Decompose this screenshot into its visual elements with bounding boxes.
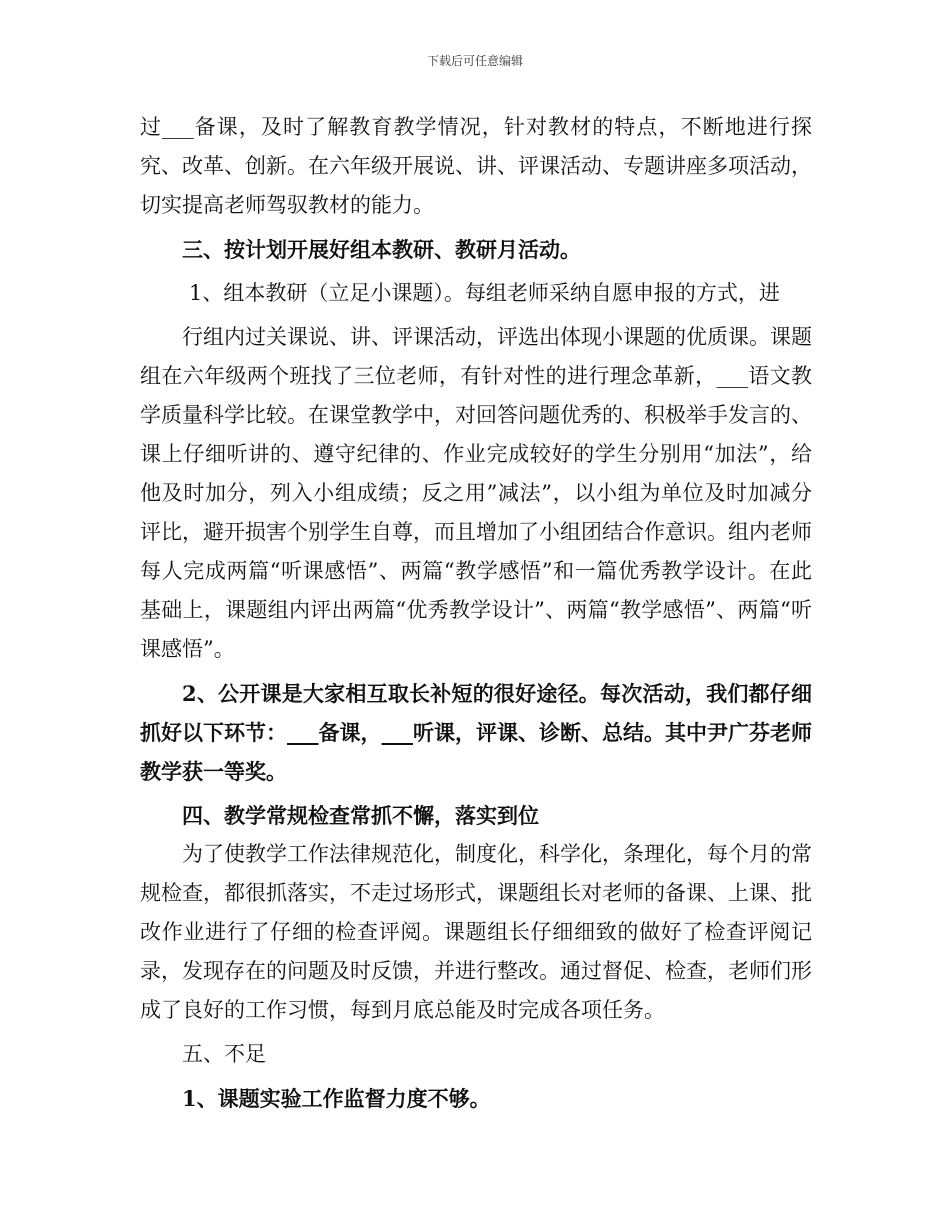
- document-body: [140, 108, 812, 1118]
- item-1-shortcoming: 1、课题实验工作监督力度不够。: [182, 1086, 491, 1111]
- paragraph-lesson-prep: 过___备课，及时了解教育教学情况，针对教材的特点，不断地进行探究、改革、创新。在六年级开展说、讲、评课活动、专题讲座多项活动，切实提高老师驾驭教材的能力。: [140, 115, 812, 217]
- paragraph-group-research: 行组内过关课说、讲、评课活动，评选出体现小课题的优质课。课题组在六年级两个班找了三位老师，有针对性的进行理念革新，___语文教学质量科学比较。在课堂教学中，对回答问题优秀的、积极举手发言的、课上仔细听讲的、遵守纪律的、作业完成较好的学生分别用“加法”，给他及时加分，列入小组成绩；反之用”减法”，以小组为单位及时加减分评比，避开损害个别学生自尊，而且增加了小组团结合作意识。组内老师每人完成两篇“听课感悟”、两篇“教学感悟”和一篇优秀教学设计。在此基础上，课题组内评出两篇“优秀教学设计”、两篇“教学感悟”、两篇“听课感悟”。: [140, 325, 812, 661]
- item-2-open-class: 2、公开课是大家相互取长补短的很好途径。每次活动，我们都仔细抓好以下环节：___备课，___听课，评课、诊断、总结。其中尹广芬老师教学获一等奖。: [140, 681, 812, 784]
- paragraph-routine-check: 为了使教学工作法律规范化，制度化，科学化，条理化，每个月的常规检查，都很抓落实，不走过场形式，课题组长对老师的备课、上课、批改作业进行了仔细的检查评阅。课题组长仔细细致的做好了检查评阅记录，发现存在的问题及时反馈，并进行整改。通过督促、检查，老师们形成了良好的工作习惯，每到月底总能及时完成各项任务。: [140, 842, 812, 1022]
- page-header: 下载后可任意编辑: [426, 54, 523, 68]
- item-1-heading: 1、组本教研（立足小课题）。每组老师采纳自愿申报的方式，进: [189, 281, 780, 305]
- section-heading-3: 三、按计划开展好组本教研、教研月活动。: [182, 237, 581, 262]
- section-heading-5: 五、不足: [182, 1042, 266, 1066]
- section-heading-4: 四、教学常规检查常抓不懈，落实到位: [182, 803, 539, 828]
